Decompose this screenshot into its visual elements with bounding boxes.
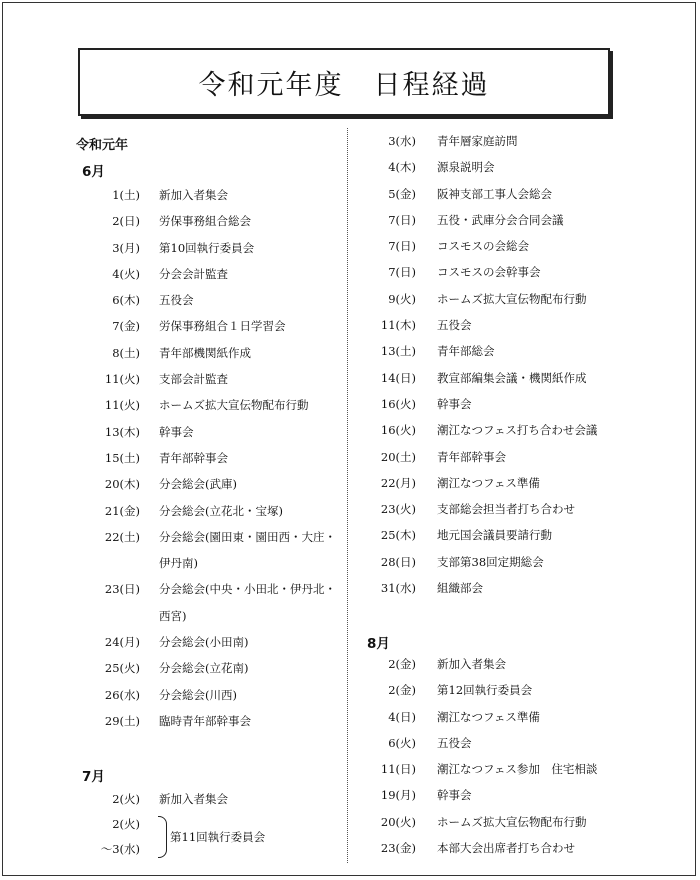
schedule-event: 幹事会 [437, 396, 472, 411]
schedule-event: 西宮) [159, 608, 187, 623]
page-title [199, 63, 490, 102]
schedule-event: 潮江なつフェス打ち合わせ会議 [437, 423, 598, 438]
schedule-row [0, 498, 345, 524]
schedule-date: 31(水) [380, 581, 416, 596]
schedule-date: 15(土) [104, 450, 140, 465]
schedule-row [0, 419, 345, 445]
schedule-date: 2(金) [388, 683, 416, 698]
schedule-row [0, 261, 345, 287]
schedule-event: 分会総会(立花南) [159, 661, 249, 676]
year-heading: 令和元年 [76, 138, 129, 153]
schedule-event: 臨時青年部幹事会 [159, 713, 251, 728]
schedule-date: 23(火) [380, 502, 416, 517]
schedule-date: 7(日) [388, 265, 416, 280]
schedule-row [348, 575, 698, 601]
schedule-date: 20(木) [104, 477, 140, 492]
schedule-date: 3(月) [112, 240, 140, 255]
schedule-date: 28(日) [380, 554, 416, 569]
schedule-event: 潮江なつフェス参加 住宅相談 [437, 762, 598, 777]
schedule-row [0, 340, 345, 366]
schedule-date: 24(月) [104, 635, 140, 650]
schedule-date: 16(火) [380, 396, 416, 411]
schedule-date: 14(日) [380, 370, 416, 385]
schedule-row [348, 809, 698, 835]
schedule-row [348, 233, 698, 259]
schedule-event: 地元国会議員要請行動 [437, 528, 552, 543]
schedule-event: 分会会計監査 [159, 266, 228, 281]
schedule-event: 阪神支部工事人会総会 [437, 186, 552, 201]
schedule-row [0, 235, 345, 261]
schedule-event: ホームズ拡大宣伝物配布行動 [437, 291, 587, 306]
schedule-event: 幹事会 [437, 788, 472, 803]
schedule-row [0, 313, 345, 339]
schedule-row [348, 338, 698, 364]
schedule-event: 分会総会(中央・小田北・伊丹北・ [159, 582, 336, 597]
month-heading-june: 6月 [82, 164, 105, 180]
month-heading-august: 8月 [367, 636, 390, 652]
schedule-event: 第12回執行委員会 [437, 683, 533, 698]
schedule-row [348, 181, 698, 207]
schedule-date: 25(火) [104, 661, 140, 676]
schedule-date: 6(木) [112, 293, 140, 308]
schedule-event: 五役・武庫分会合同会議 [437, 212, 564, 227]
schedule-row [348, 835, 698, 861]
month-heading-july: 7月 [82, 769, 105, 785]
schedule-date: 7(日) [388, 212, 416, 227]
schedule-date: 2(日) [112, 214, 140, 229]
schedule-event: 支部第38回定期総会 [437, 554, 544, 569]
schedule-row [348, 417, 698, 443]
schedule-date: 9(火) [388, 291, 416, 306]
schedule-event: 新加入者集会 [159, 792, 228, 806]
schedule-date: 20(土) [380, 449, 416, 464]
schedule-date: 4(木) [388, 160, 416, 175]
schedule-date: 6(火) [388, 735, 416, 750]
schedule-row [348, 312, 698, 338]
schedule-row [348, 496, 698, 522]
schedule-row [348, 154, 698, 180]
schedule-event: ホームズ拡大宣伝物配布行動 [159, 398, 309, 413]
schedule-event: 青年部総会 [437, 344, 495, 359]
schedule-date: 23(日) [104, 582, 140, 597]
schedule-row [0, 392, 345, 418]
schedule-date: 5(金) [388, 186, 416, 201]
schedule-row [0, 182, 345, 208]
schedule-event: 伊丹南) [159, 556, 198, 571]
schedule-date: 3(水) [388, 134, 416, 148]
schedule-event: 新加入者集会 [437, 657, 506, 671]
schedule-row [0, 366, 345, 392]
schedule-event: 労保事務組合１日学習会 [159, 319, 286, 334]
schedule-event: 幹事会 [159, 424, 194, 439]
schedule-row [348, 756, 698, 782]
schedule-date: 13(土) [380, 344, 416, 359]
schedule-row [0, 708, 345, 734]
schedule-date: 2(火) [112, 817, 140, 831]
schedule-row [0, 603, 345, 629]
schedule-date: 13(木) [104, 424, 140, 439]
schedule-date: 7(日) [388, 239, 416, 254]
schedule-date: 25(木) [380, 528, 416, 543]
schedule-date: 20(火) [380, 814, 416, 829]
schedule-date: 11(木) [380, 318, 416, 333]
schedule-row [0, 682, 345, 708]
schedule-event: 青年部幹事会 [159, 450, 228, 465]
schedule-date: 19(月) [380, 788, 416, 803]
schedule-event: 新加入者集会 [159, 188, 228, 202]
schedule-row [348, 782, 698, 808]
schedule-row [348, 444, 698, 470]
range-event: 第11回執行委員会 [170, 830, 266, 844]
schedule-event: 分会総会(小田南) [159, 635, 249, 650]
schedule-event: 五役会 [437, 318, 472, 333]
range-brace [158, 816, 167, 858]
schedule-date: 4(火) [112, 266, 140, 281]
july-schedule-right [348, 128, 698, 601]
schedule-row [348, 704, 698, 730]
schedule-date: 1(土) [112, 188, 140, 202]
schedule-event: 潮江なつフェス準備 [437, 475, 540, 490]
schedule-date: 23(金) [380, 841, 416, 856]
schedule-row [0, 550, 345, 576]
schedule-event: 支部総会担当者打ち合わせ [437, 502, 575, 517]
july-schedule-left [0, 786, 345, 861]
schedule-event: コスモスの会総会 [437, 239, 529, 254]
schedule-event: 五役会 [159, 293, 194, 308]
schedule-row [348, 259, 698, 285]
schedule-date: 29(土) [104, 713, 140, 728]
schedule-event: 分会総会(武庫) [159, 477, 237, 492]
schedule-row [0, 576, 345, 602]
schedule-row [0, 524, 345, 550]
schedule-row [348, 730, 698, 756]
schedule-event: 組織部会 [437, 581, 483, 596]
schedule-event: 分会総会(立花北・宝塚) [159, 503, 283, 518]
schedule-row [348, 286, 698, 312]
schedule-row [348, 651, 698, 677]
schedule-event: ホームズ拡大宣伝物配布行動 [437, 814, 587, 829]
schedule-row [0, 655, 345, 681]
schedule-date: 11(日) [380, 762, 416, 777]
schedule-date: 2(火) [112, 792, 140, 806]
schedule-date: 11(火) [104, 398, 140, 413]
schedule-row [0, 786, 345, 811]
schedule-event: 青年部幹事会 [437, 449, 506, 464]
schedule-row [348, 207, 698, 233]
august-schedule [348, 651, 698, 861]
schedule-row [348, 677, 698, 703]
schedule-event: コスモスの会幹事会 [437, 265, 541, 280]
june-schedule [0, 182, 345, 734]
schedule-event: 第10回執行委員会 [159, 240, 255, 255]
schedule-row [348, 549, 698, 575]
schedule-date: 4(日) [388, 709, 416, 724]
schedule-row [348, 470, 698, 496]
schedule-date: 16(火) [380, 423, 416, 438]
schedule-date: 22(土) [104, 529, 140, 544]
schedule-row [348, 365, 698, 391]
schedule-event: 分会総会(川西) [159, 687, 237, 702]
schedule-event: 青年層家庭訪問 [437, 134, 518, 148]
schedule-event: 源泉説明会 [437, 160, 495, 175]
schedule-date: 21(金) [104, 503, 140, 518]
schedule-event: 五役会 [437, 735, 472, 750]
schedule-row [0, 629, 345, 655]
schedule-row [0, 208, 345, 234]
schedule-event: 教宣部編集会議・機関紙作成 [437, 370, 587, 385]
schedule-row [348, 522, 698, 548]
schedule-row [0, 445, 345, 471]
schedule-date: 26(水) [104, 687, 140, 702]
schedule-event: 支部会計監査 [159, 372, 228, 387]
schedule-date: 11(火) [104, 372, 140, 387]
schedule-event: 労保事務組合総会 [159, 214, 251, 229]
schedule-date: 2(金) [388, 657, 416, 671]
schedule-date: 8(土) [112, 345, 140, 360]
schedule-row [0, 471, 345, 497]
title-box [78, 48, 610, 116]
schedule-row [348, 128, 698, 154]
schedule-date: ～3(水) [100, 842, 140, 856]
schedule-event: 潮江なつフェス準備 [437, 709, 540, 724]
schedule-event: 本部大会出席者打ち合わせ [437, 841, 575, 856]
schedule-date: 22(月) [380, 475, 416, 490]
schedule-row [348, 391, 698, 417]
title-part2: 日程経過 [373, 69, 490, 101]
schedule-event: 青年部機関紙作成 [159, 345, 251, 360]
schedule-event: 分会総会(園田東・園田西・大庄・ [159, 529, 336, 544]
schedule-date: 7(金) [112, 319, 140, 334]
schedule-row [0, 287, 345, 313]
title-part1: 令和元年度 [198, 69, 344, 101]
